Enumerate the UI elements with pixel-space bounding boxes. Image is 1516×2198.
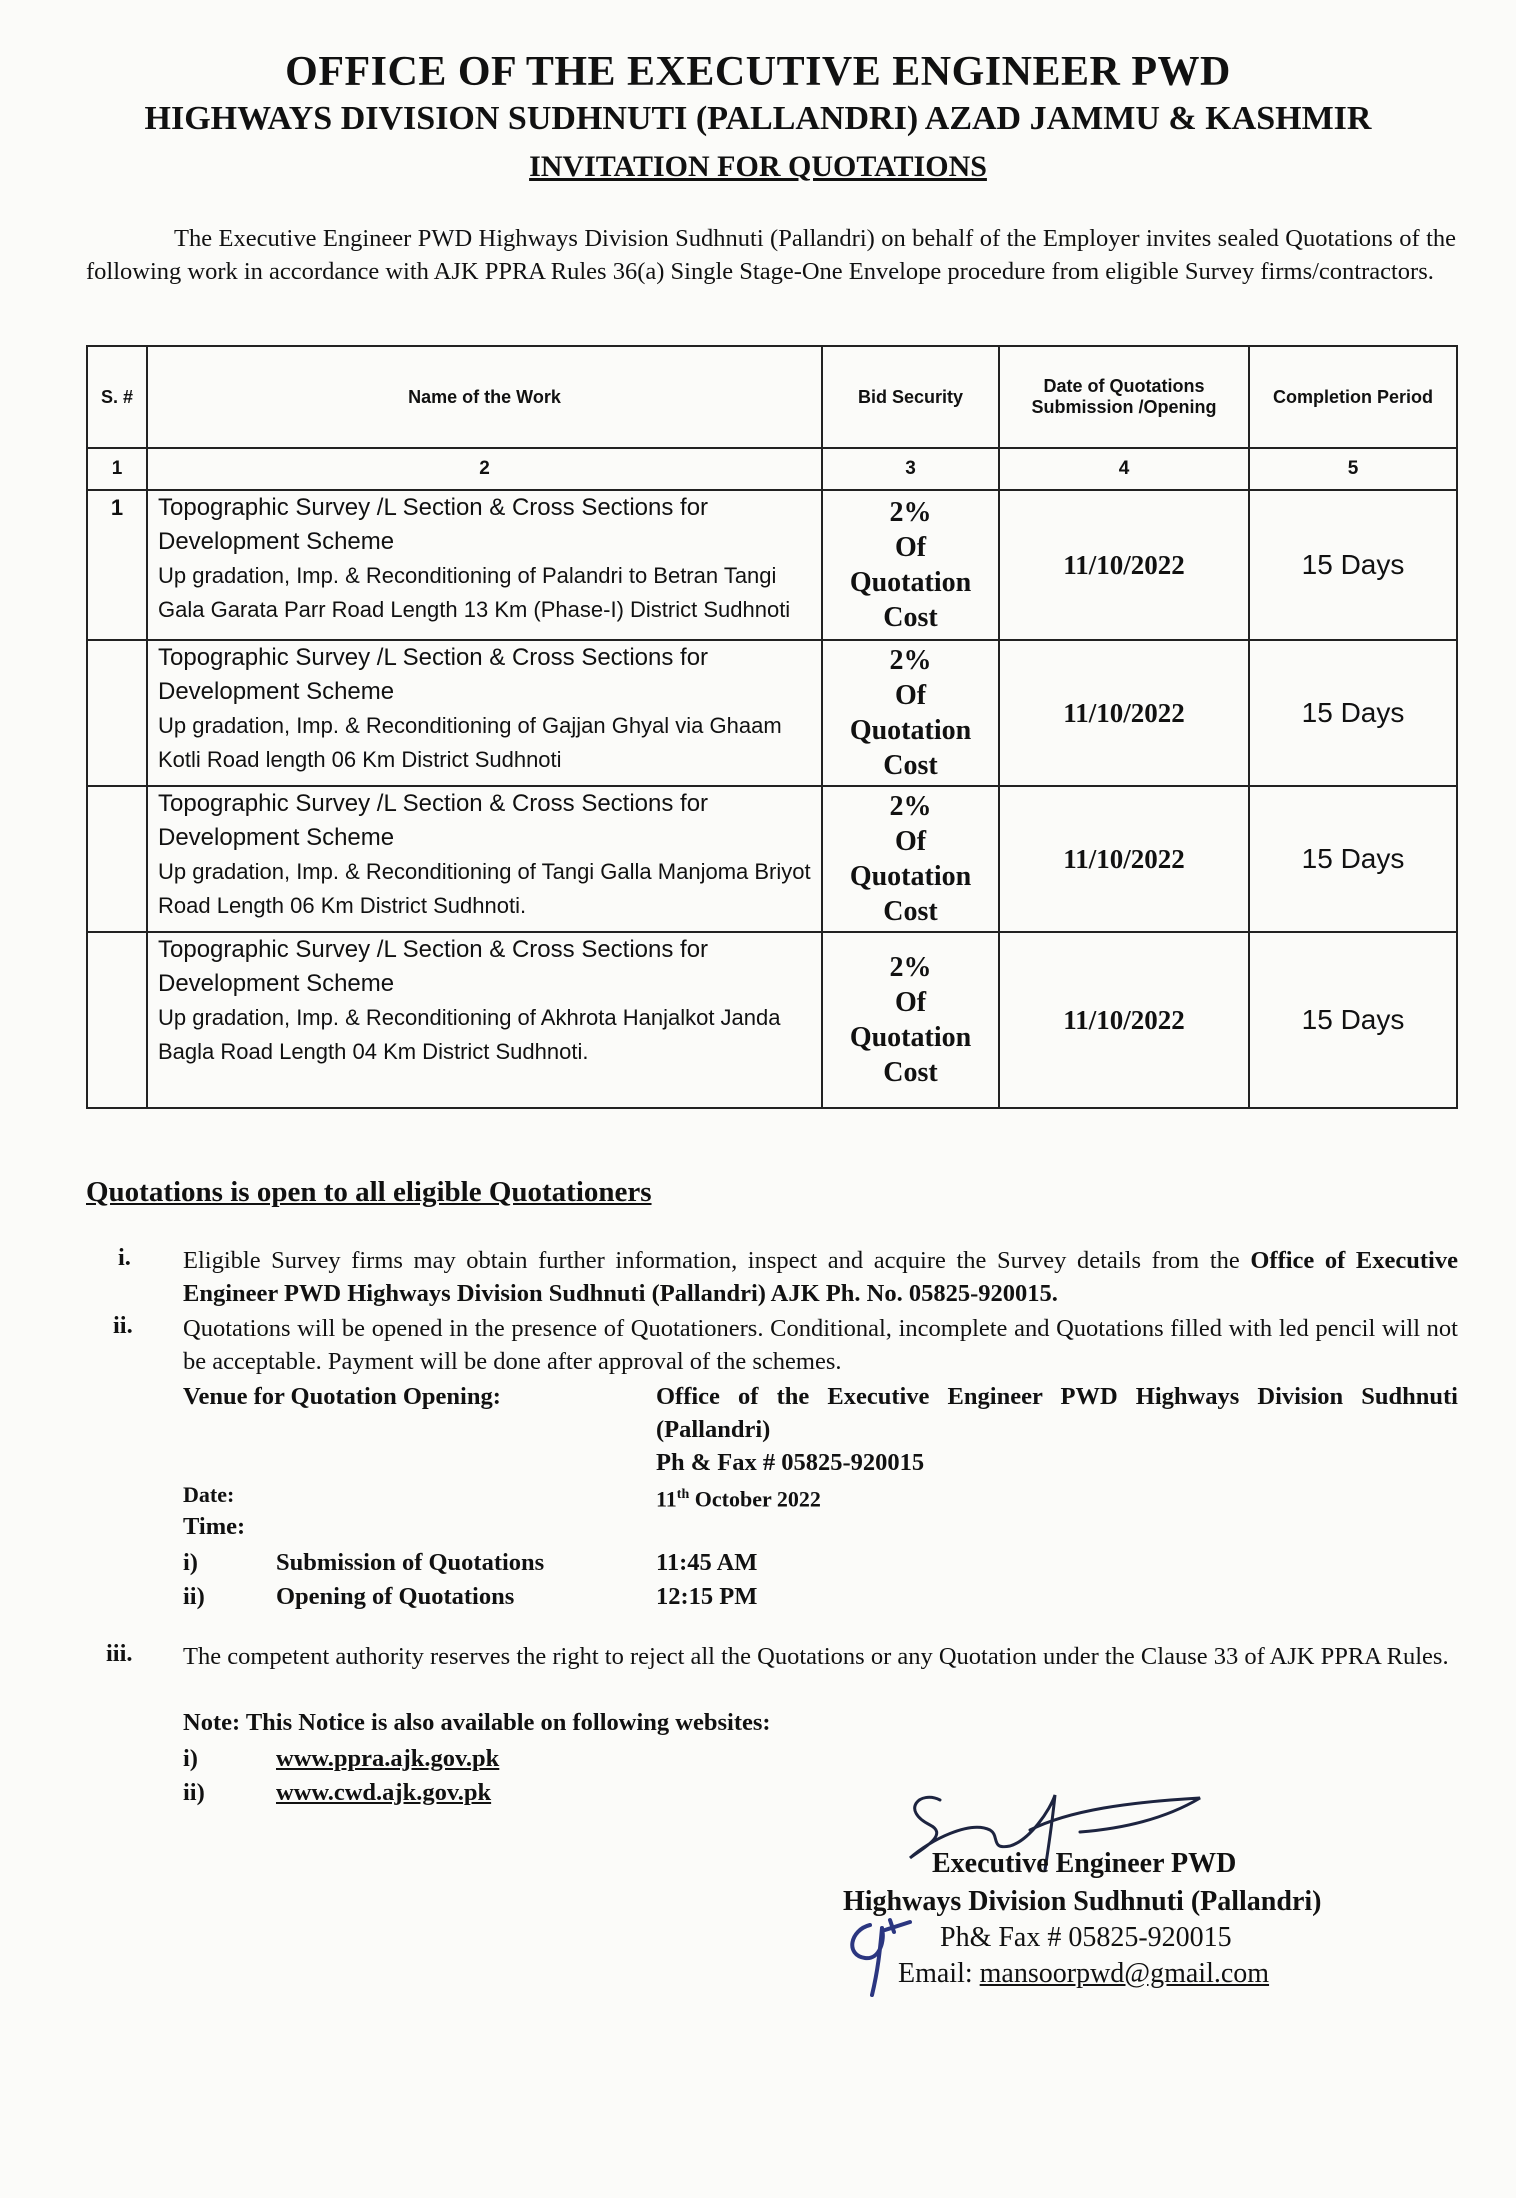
bid-line: Quotation (849, 715, 972, 746)
column-number: 2 (147, 448, 822, 490)
column-number: 3 (822, 448, 999, 490)
bid-line: Quotation (849, 1022, 972, 1053)
intro-text: The Executive Engineer PWD Highways Division Sudhnuti (Pallandri) on behalf of the Employer invites sealed Quotations of the following work in accordance with AJK PPRA Rules 36(a) Single Stage-One Envelope procedure from eligible Survey firms/contractors. (86, 225, 1456, 285)
work-title: Topographic Survey /L Section & Cross Sections for Development Scheme (158, 936, 709, 997)
signatory-phone: Ph& Fax # 05825-920015 (940, 1922, 1232, 1953)
website-number: i) (183, 1745, 198, 1772)
works-table (86, 345, 1458, 1109)
bid-line: Quotation (849, 567, 972, 598)
work-title: Topographic Survey /L Section & Cross Sections for Development Scheme (158, 790, 709, 851)
bid-line: 2% (889, 645, 932, 676)
column-number: 5 (1249, 448, 1457, 490)
work-name-cell (147, 786, 822, 932)
bid-line: 2% (889, 952, 932, 983)
row-sno (87, 640, 147, 786)
bid-line: Of (894, 532, 927, 563)
bid-security-cell (822, 932, 999, 1108)
websites-note: Note: This Notice is also available on following websites: (183, 1709, 771, 1736)
email-link[interactable]: mansoorpwd@gmail.com (979, 1958, 1270, 1989)
time-item-number: i) (183, 1549, 198, 1576)
opening-label: Opening of Quotations (276, 1583, 515, 1610)
column-number: 4 (999, 448, 1249, 490)
work-name-cell (147, 640, 822, 786)
column-number: 1 (87, 448, 147, 490)
table-row (87, 786, 1457, 932)
work-title: Topographic Survey /L Section & Cross Sections for Development Scheme (158, 494, 709, 555)
completion-period: 15 Days (1249, 932, 1457, 1108)
date-month-year: October 2022 (689, 1486, 821, 1512)
clause-ii-text: Quotations will be opened in the presence of Quotationers. Conditional, incomplete and Quotations filled with led pencil will not be acceptable. Payment will be done after approval of the schemes. (183, 1315, 1458, 1375)
bid-line: Of (894, 680, 927, 711)
opening-time: 12:15 PM (656, 1583, 758, 1610)
bid-security-cell (822, 490, 999, 640)
column-number-row (87, 448, 1457, 490)
date-day: 11 (656, 1486, 677, 1512)
bid-security-cell (822, 786, 999, 932)
website-number: ii) (183, 1779, 205, 1806)
clause-number: ii. (113, 1312, 133, 1339)
submission-label: Submission of Quotations (276, 1549, 545, 1576)
bid-line: 2% (889, 497, 932, 528)
ppra-website-link[interactable]: www.ppra.ajk.gov.pk (276, 1745, 500, 1772)
table-row (87, 640, 1457, 786)
submission-date: 11/10/2022 (999, 786, 1249, 932)
completion-period: 15 Days (1249, 786, 1457, 932)
bid-line: Of (894, 987, 927, 1018)
row-sno (87, 932, 147, 1108)
col-header-date: Date of Quotations Submission /Opening (999, 346, 1249, 448)
bid-line: Cost (883, 750, 938, 781)
col-header-bid: Bid Security (822, 346, 999, 448)
email-label: Email: (898, 1958, 980, 1989)
submission-time: 11:45 AM (656, 1549, 758, 1576)
completion-period: 15 Days (1249, 640, 1457, 786)
time-item-number: ii) (183, 1583, 205, 1610)
work-name-cell (147, 490, 822, 640)
date-suffix: th (676, 1487, 690, 1502)
opening-date (656, 1478, 821, 1515)
venue-value: Office of the Executive Engineer PWD Highways Division Sudhnuti (Pallandri) (656, 1383, 1458, 1443)
table-header-row (87, 346, 1457, 448)
col-header-sno: S. # (87, 346, 147, 448)
col-header-name: Name of the Work (147, 346, 822, 448)
submission-date: 11/10/2022 (999, 490, 1249, 640)
bid-line: 2% (889, 791, 932, 822)
time-label: Time: (183, 1513, 246, 1540)
work-detail: Up gradation, Imp. & Reconditioning of Gajjan Ghyal via Ghaam Kotli Road length 06 Km District Sudhnoti (158, 713, 782, 772)
bid-line: Cost (883, 1057, 938, 1088)
col-header-period: Completion Period (1249, 346, 1457, 448)
bid-line: Cost (883, 896, 938, 927)
date-label: Date: (183, 1482, 235, 1507)
venue-label: Venue for Quotation Opening: (183, 1383, 501, 1410)
bid-line: Cost (883, 602, 938, 633)
row-sno (87, 786, 147, 932)
signatory-title: Executive Engineer PWD (932, 1848, 1237, 1879)
table-row (87, 932, 1457, 1108)
work-detail: Up gradation, Imp. & Reconditioning of Palandri to Betran Tangi Gala Garata Parr Road Length 13 Km (Phase-I) District Sudhnoti (158, 563, 791, 622)
bid-line: Quotation (849, 861, 972, 892)
eligibility-heading: Quotations is open to all eligible Quotationers (86, 1176, 652, 1208)
office-title: OFFICE OF THE EXECUTIVE ENGINEER PWD (285, 49, 1231, 95)
clause-iii-text: The competent authority reserves the right to reject all the Quotations or any Quotation under the Clause 33 of AJK PPRA Rules. (183, 1643, 1449, 1670)
work-detail: Up gradation, Imp. & Reconditioning of Tangi Galla Manjoma Briyot Road Length 06 Km District Sudhnoti. (158, 859, 811, 918)
intro-paragraph (86, 222, 1456, 288)
signatory-division: Highways Division Sudhnuti (Pallandri) (843, 1886, 1322, 1917)
notice-title: INVITATION FOR QUOTATIONS (529, 150, 987, 183)
submission-date: 11/10/2022 (999, 932, 1249, 1108)
work-title: Topographic Survey /L Section & Cross Sections for Development Scheme (158, 644, 709, 705)
division-title: HIGHWAYS DIVISION SUDHNUTI (PALLANDRI) AZAD JAMMU & KASHMIR (144, 100, 1372, 137)
venue-phone: Ph & Fax # 05825-920015 (656, 1449, 925, 1476)
cwd-website-link[interactable]: www.cwd.ajk.gov.pk (276, 1779, 492, 1806)
clause-i (183, 1244, 1458, 1310)
submission-date: 11/10/2022 (999, 640, 1249, 786)
clause-i-text: Eligible Survey firms may obtain further information, inspect and acquire the Survey details from the (183, 1247, 1240, 1274)
bid-security-cell (822, 640, 999, 786)
work-detail: Up gradation, Imp. & Reconditioning of Akhrota Hanjalkot Janda Bagla Road Length 04 Km District Sudhnoti. (158, 1005, 781, 1064)
signatory-email (898, 1958, 1269, 1990)
clause-number: i. (118, 1244, 131, 1271)
work-name-cell (147, 932, 822, 1108)
row-sno: 1 (87, 490, 147, 640)
table-row (87, 490, 1457, 640)
clause-i-office: Office of Executive Engineer PWD Highways Division Sudhnuti (Pallandri) AJK Ph. No. 05825-920015. (183, 1247, 1458, 1307)
clause-number: iii. (106, 1640, 133, 1667)
completion-period: 15 Days (1249, 490, 1457, 640)
bid-line: Of (894, 826, 927, 857)
